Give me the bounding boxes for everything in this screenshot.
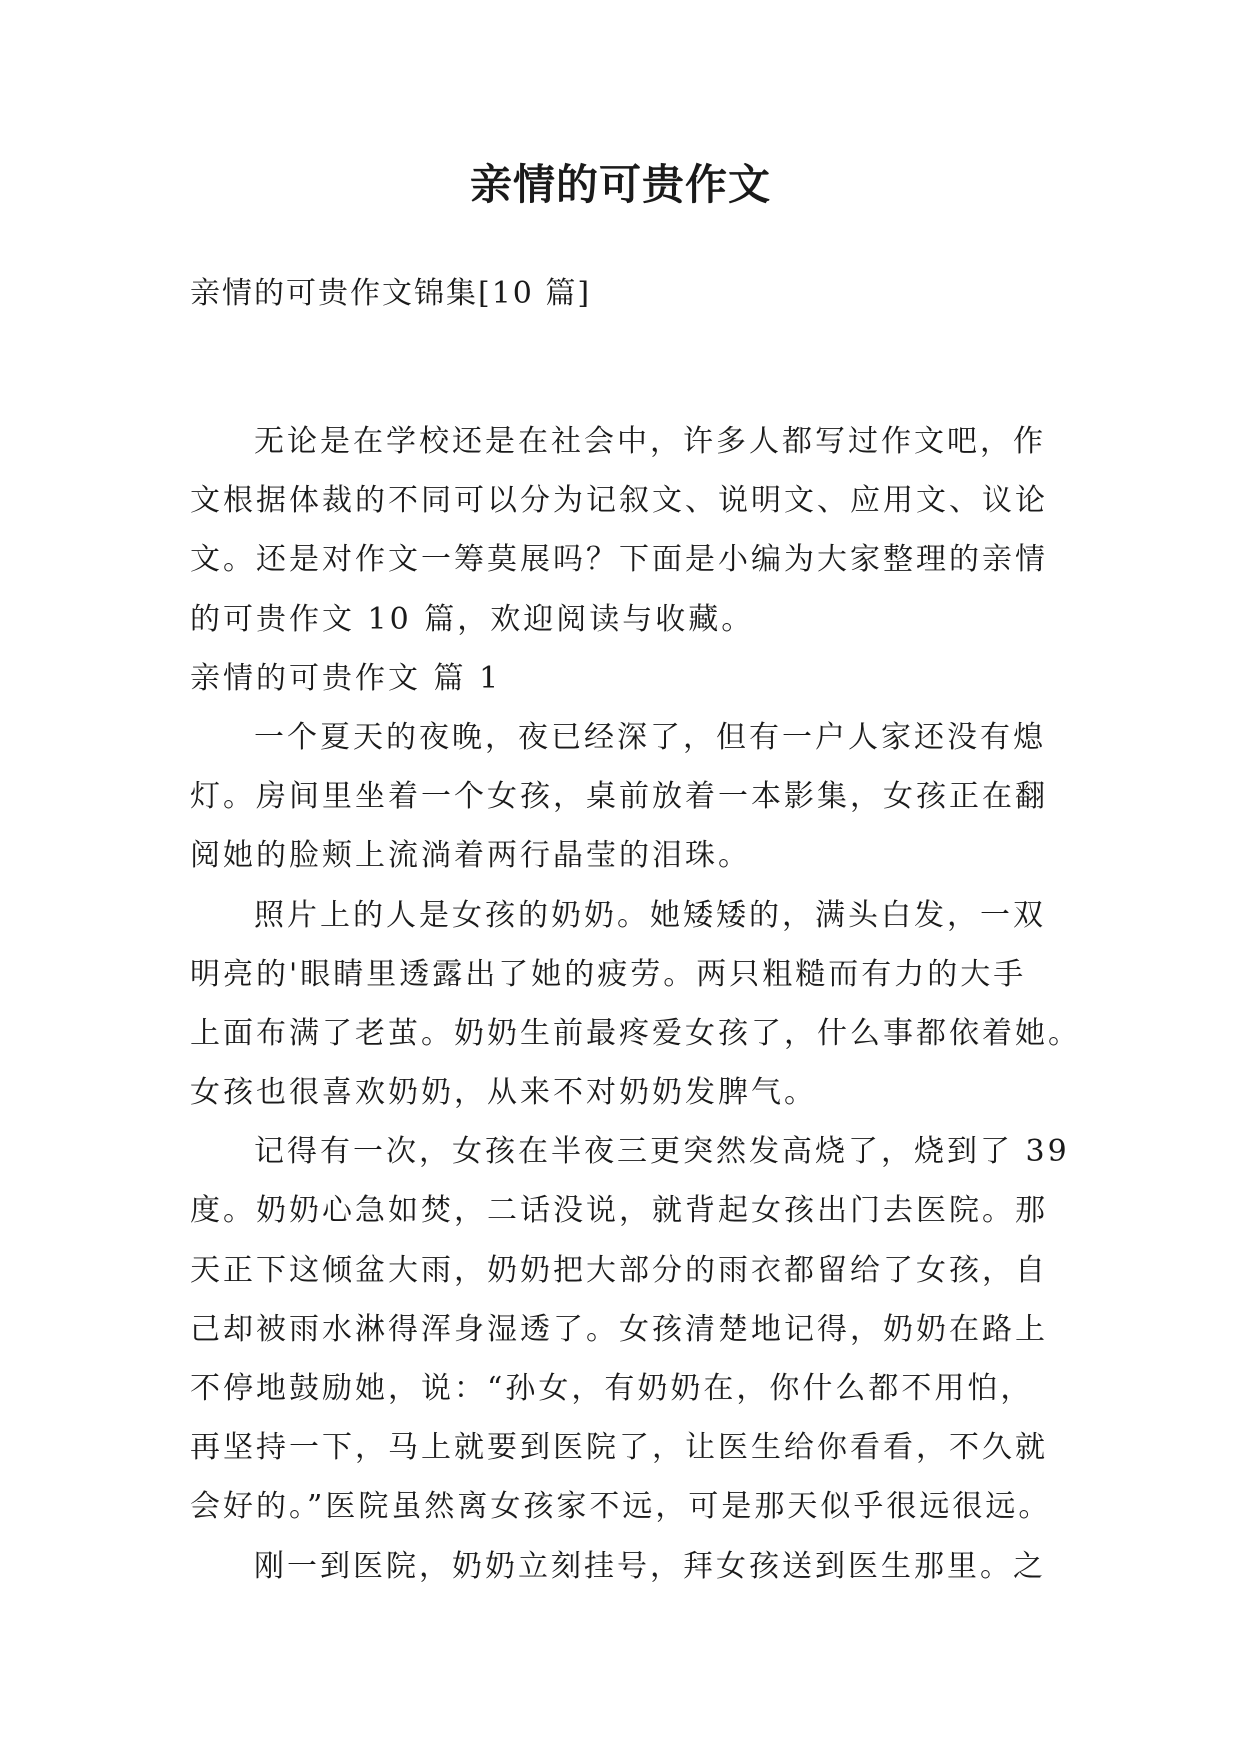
text-line: 会好的。”医院虽然离女孩家不远，可是那天似乎很远很远。 bbox=[190, 1489, 1052, 1525]
text-line: 一个夏天的夜晚，夜已经深了，但有一户人家还没有熄 bbox=[254, 719, 1046, 755]
text-line: 阅她的脸颊上流淌着两行晶莹的泪珠。 bbox=[190, 838, 751, 874]
document-title: 亲情的可贵作文 bbox=[469, 160, 771, 209]
text-line: 女孩也很喜欢奶奶，从来不对奶奶发脾气。 bbox=[190, 1075, 817, 1111]
text-line: 照片上的人是女孩的奶奶。她矮矮的，满头白发，一双 bbox=[254, 897, 1046, 933]
text-line: 上面布满了老茧。奶奶生前最疼爱女孩了，什么事都依着她。 bbox=[190, 1015, 1081, 1051]
document-subtitle: 亲情的可贵作文锦集[10 篇] bbox=[190, 276, 592, 311]
text-line: 不停地鼓励她，说：“孙女，有奶奶在，你什么都不用怕， bbox=[190, 1371, 1034, 1406]
text-line: 己却被雨水淋得浑身湿透了。女孩清楚地记得，奶奶在路上 bbox=[190, 1311, 1048, 1347]
text-line: 文根据体裁的不同可以分为记叙文、说明文、应用文、议论 bbox=[190, 483, 1048, 519]
text-line: 的可贵作文 10 篇，欢迎阅读与收藏。 bbox=[190, 601, 755, 637]
text-line: 明亮的'眼睛里透露出了她的疲劳。两只粗糙而有力的大手 bbox=[190, 956, 1027, 992]
document-body bbox=[190, 412, 1081, 1596]
text-line: 再坚持一下，马上就要到医院了，让医生给你看看，不久就 bbox=[190, 1430, 1048, 1466]
text-line: 刚一到医院，奶奶立刻挂号，拜女孩送到医生那里。之 bbox=[254, 1548, 1046, 1584]
text-line: 度。奶奶心急如焚，二话没说，就背起女孩出门去医院。那 bbox=[190, 1193, 1048, 1229]
text-line: 天正下这倾盆大雨，奶奶把大部分的雨衣都留给了女孩，自 bbox=[190, 1252, 1048, 1288]
text-line: 亲情的可贵作文 篇 1 bbox=[190, 660, 502, 696]
text-line: 无论是在学校还是在社会中，许多人都写过作文吧，作 bbox=[254, 424, 1046, 459]
text-line: 文。还是对作文一筹莫展吗？下面是小编为大家整理的亲情 bbox=[190, 542, 1048, 578]
text-line: 灯。房间里坐着一个女孩，桌前放着一本影集，女孩正在翻 bbox=[190, 779, 1048, 815]
text-line: 记得有一次，女孩在半夜三更突然发高烧了，烧到了 39 bbox=[254, 1134, 1070, 1170]
